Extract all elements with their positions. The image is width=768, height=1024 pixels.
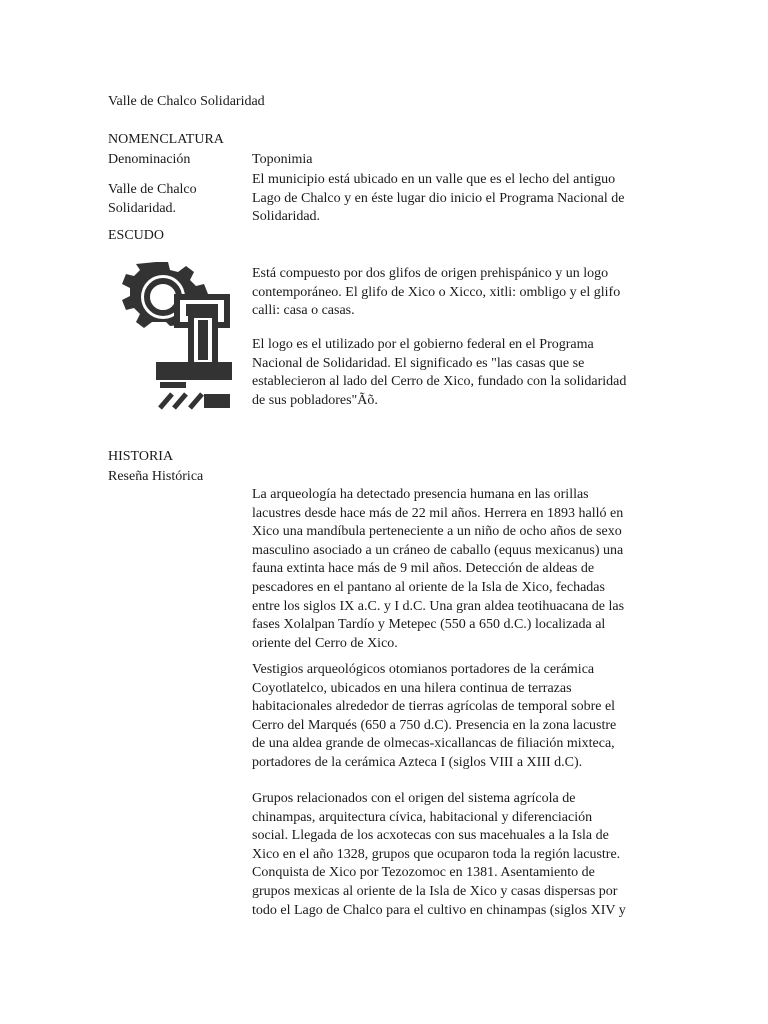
text-line: grupos mexicas al oriente de la Isla de Xico y casas dispersas por bbox=[252, 883, 618, 899]
section-heading-escudo: ESCUDO bbox=[108, 228, 165, 243]
text-line: Xico una mandíbula perteneciente a un niño de ocho años de sexo bbox=[252, 524, 622, 540]
text-line: Xico en el año 1328, grupos que ocuparon toda la región lacustre. bbox=[252, 846, 621, 862]
text-line: establecieron al lado del Cerro de Xico, fundado con la solidaridad bbox=[252, 374, 627, 390]
coat-of-arms-icon bbox=[116, 256, 234, 414]
historia-paragraph-2 bbox=[252, 661, 672, 773]
text-line: Solidaridad. bbox=[252, 209, 321, 225]
text-line: Conquista de Xico por Tezozomoc en 1381. Asentamiento de bbox=[252, 865, 595, 881]
text-line: oriente del Cerro de Xico. bbox=[252, 635, 398, 651]
text-line: de sus pobladores"Ãõ. bbox=[252, 392, 378, 408]
section-heading-nomenclatura: NOMENCLATURA bbox=[108, 132, 224, 147]
text-line: todo el Lago de Chalco para el cultivo en chinampas (siglos XIV y bbox=[252, 902, 626, 918]
text-line: La arqueología ha detectado presencia humana en las orillas bbox=[252, 487, 589, 502]
historia-paragraph-3 bbox=[252, 790, 672, 920]
text-line: masculino asociado a un cráneo de caballo (equus mexicanus) una bbox=[252, 542, 624, 558]
page-title: Valle de Chalco Solidaridad bbox=[108, 94, 265, 109]
text-line: Cerro del Marqués (650 a 750 d.C). Presencia en la zona lacustre bbox=[252, 717, 617, 733]
text-line: Está compuesto por dos glifos de origen prehispánico y un logo bbox=[252, 266, 609, 281]
text-line: contemporáneo. El glifo de Xico o Xicco, xitli: ombligo y el glifo bbox=[252, 284, 621, 300]
text-line: fases Xolalpan Tardío y Metepec (550 a 650 d.C.) localizada al bbox=[252, 617, 606, 633]
text-line: chinampas, arquitectura cívica, habitacional y diferenciación bbox=[252, 809, 593, 825]
text-line: El logo es el utilizado por el gobierno federal en el Programa bbox=[252, 337, 594, 352]
municipality-name bbox=[108, 181, 248, 218]
historia-paragraph-1 bbox=[252, 486, 672, 653]
section-heading-historia: HISTORIA bbox=[108, 449, 174, 464]
subheading-resena-historica: Reseña Histórica bbox=[108, 469, 204, 484]
text-line: habitacionales alrededor de tierras agrícolas de temporal sobre el bbox=[252, 699, 616, 715]
text-line: portadores de la cerámica Azteca I (siglos VIII a XIII d.C). bbox=[252, 754, 583, 770]
text-line: social. Llegada de los acxotecas con sus macehuales a la Isla de bbox=[252, 828, 609, 844]
text-line: Grupos relacionados con el origen del sistema agrícola de bbox=[252, 791, 576, 806]
text-line: entre los siglos IX a.C. y I d.C. Una gran aldea teotihuacana de las bbox=[252, 598, 625, 614]
text-line: El municipio está ubicado en un valle que es el lecho del antiguo bbox=[252, 172, 616, 187]
text-line: de una aldea grande de olmecas-xicallancas de filiación mixteca, bbox=[252, 736, 615, 752]
escudo-meaning-paragraph bbox=[252, 336, 672, 410]
column-label-denominacion: Denominación bbox=[108, 152, 191, 167]
text-line: Coyotlatelco, ubicados en una hilera continua de terrazas bbox=[252, 680, 572, 696]
text-line: Valle de Chalco bbox=[108, 182, 197, 197]
text-line: calli: casa o casas. bbox=[252, 303, 355, 319]
toponimia-paragraph bbox=[252, 171, 672, 227]
text-line: Vestigios arqueológicos otomianos portadores de la cerámica bbox=[252, 662, 595, 677]
column-label-toponimia: Toponimia bbox=[252, 152, 313, 167]
text-line: pescadores en el pantano al oriente de la Isla de Xico, fechadas bbox=[252, 579, 605, 595]
escudo-description-paragraph bbox=[252, 265, 672, 321]
text-line: Nacional de Solidaridad. El significado es "las casas que se bbox=[252, 355, 585, 371]
text-line: Lago de Chalco y en éste lugar dio inicio el Programa Nacional de bbox=[252, 190, 625, 206]
text-line: Solidaridad. bbox=[108, 200, 177, 216]
text-line: fauna extinta hace más de 9 mil años. Detección de aldeas de bbox=[252, 561, 595, 577]
text-line: lacustres desde hace más de 22 mil años. Herrera en 1893 halló en bbox=[252, 505, 624, 521]
